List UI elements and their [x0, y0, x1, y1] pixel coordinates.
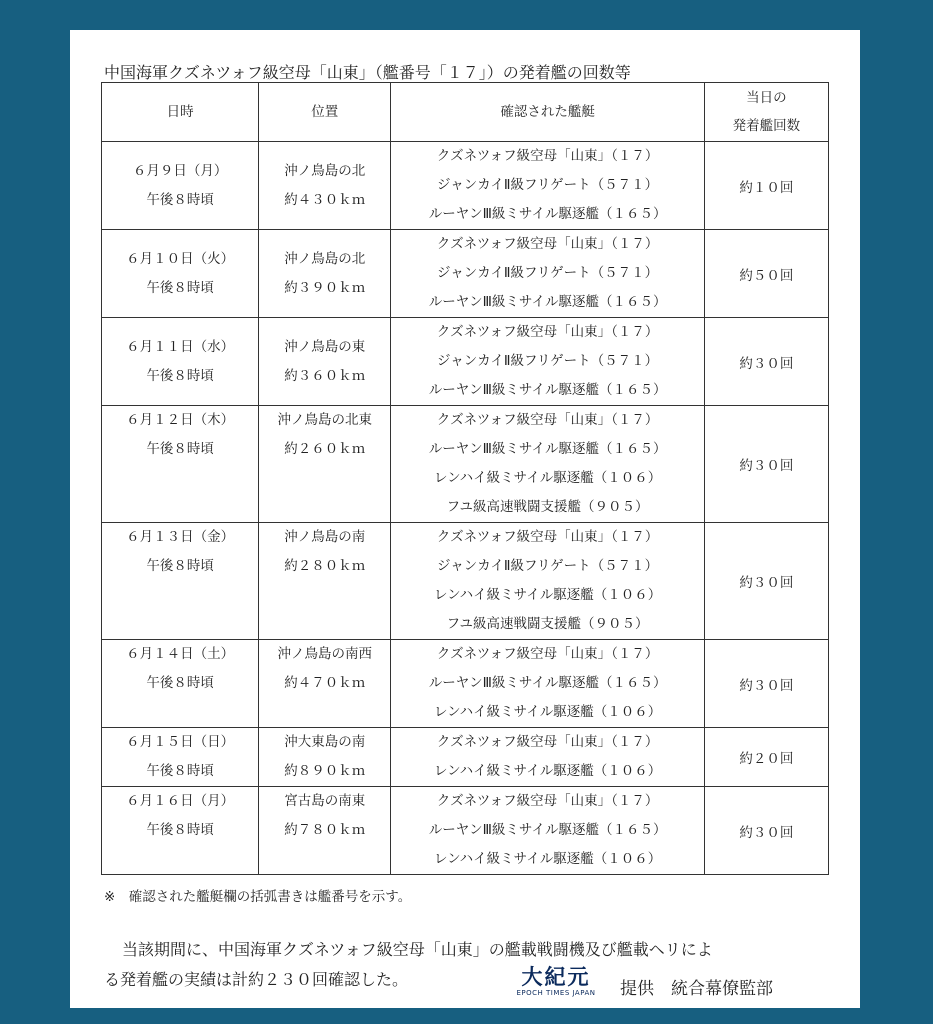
row-date: ６月１５日（日） — [126, 734, 235, 750]
row-date: ６月１０日（火） — [126, 250, 235, 267]
table-row — [102, 787, 829, 875]
ship-entry: ルーヤンⅢ級ミサイル駆逐艦（１６５） — [428, 206, 667, 222]
row-time: 午後８時頃 — [146, 558, 214, 574]
header-position: 位置 — [259, 83, 391, 142]
row-position-distance: 約２６０ｋｍ — [284, 441, 366, 457]
header-count-line1: 当日の — [746, 90, 787, 106]
row-count: 約１０回 — [704, 142, 828, 230]
row-date: ６月１１日（水） — [126, 338, 235, 355]
row-position-direction: 沖ノ鳥島の北 — [284, 162, 366, 179]
row-time: 午後８時頃 — [146, 367, 214, 384]
row-count: 約３０回 — [704, 523, 828, 640]
summary-line-2: る発着艦の実績は計約２３０回確認した。 — [104, 970, 409, 989]
ship-entry: ルーヤンⅢ級ミサイル駆逐艦（１６５） — [428, 294, 667, 310]
ship-entry: ルーヤンⅢ級ミサイル駆逐艦（１６５） — [428, 382, 667, 398]
row-position-direction: 沖ノ鳥島の南 — [284, 529, 366, 545]
row-count: 約３０回 — [704, 406, 828, 523]
row-position-direction: 沖ノ鳥島の南西 — [277, 646, 373, 662]
ship-entry: レンハイ級ミサイル駆逐艦（１０６） — [433, 763, 662, 779]
row-position-distance: 約４７０ｋｍ — [284, 675, 366, 691]
row-count: 約２０回 — [704, 728, 828, 787]
row-date: ６月１６日（月） — [126, 793, 235, 809]
source-credit: 提供 統合幕僚監部 — [620, 979, 773, 999]
row-position-distance: 約４３０ｋｍ — [284, 191, 366, 208]
row-date: ６月９日（月） — [132, 162, 228, 179]
row-position-direction: 沖大東島の南 — [284, 734, 366, 750]
table-row — [102, 523, 829, 640]
table-footnote: ※ 確認された艦艇欄の括弧書きは艦番号を示す。 — [104, 889, 412, 905]
ship-entry: クズネツォフ級空母「山東」（１７） — [436, 646, 659, 662]
epoch-times-logo — [506, 965, 606, 997]
ship-entry: クズネツォフ級空母「山東」（１７） — [436, 793, 659, 809]
header-date: 日時 — [102, 83, 259, 142]
row-count: 約３０回 — [704, 640, 828, 728]
row-position-distance: 約３６０ｋｍ — [284, 367, 366, 384]
ship-entry: フユ級高速戦闘支援艦（９０５） — [446, 499, 649, 515]
ship-entry: ジャンカイⅡ級フリゲート（５７１） — [437, 353, 659, 369]
row-position-direction: 宮古島の南東 — [284, 793, 366, 809]
table-row — [102, 728, 829, 787]
row-position-distance: 約８９０ｋｍ — [284, 763, 366, 779]
table-row — [102, 230, 829, 318]
header-count — [704, 83, 828, 142]
row-position-distance: 約３９０ｋｍ — [284, 279, 366, 296]
ship-entry: クズネツォフ級空母「山東」（１７） — [436, 324, 659, 340]
document-page — [70, 30, 860, 1008]
ship-entry: ジャンカイⅡ級フリゲート（５７１） — [437, 558, 659, 574]
row-position-direction: 沖ノ鳥島の北東 — [277, 412, 373, 428]
row-count: 約３０回 — [704, 318, 828, 406]
summary-line-1: 当該期間に、中国海軍クズネツォフ級空母「山東」の艦載戦闘機及び艦載ヘリによ — [122, 940, 713, 959]
ship-entry: クズネツォフ級空母「山東」（１７） — [436, 529, 659, 545]
logo-mark: 大紀元 — [521, 964, 591, 989]
ship-entry: ルーヤンⅢ級ミサイル駆逐艦（１６５） — [428, 822, 667, 838]
ship-activity-table — [101, 82, 829, 875]
row-position-distance: 約７８０ｋｍ — [284, 822, 366, 838]
table-header-row — [102, 83, 829, 142]
row-time: 午後８時頃 — [146, 191, 214, 208]
row-time: 午後８時頃 — [146, 675, 214, 691]
row-date: ６月１４日（土） — [126, 646, 235, 662]
row-date: ６月１２日（木） — [126, 412, 235, 428]
row-position-distance: 約２８０ｋｍ — [284, 558, 366, 574]
row-time: 午後８時頃 — [146, 763, 214, 779]
ship-entry: レンハイ級ミサイル駆逐艦（１０６） — [433, 851, 662, 867]
ship-entry: クズネツォフ級空母「山東」（１７） — [436, 734, 659, 750]
ship-entry: ルーヤンⅢ級ミサイル駆逐艦（１６５） — [428, 675, 667, 691]
row-time: 午後８時頃 — [146, 441, 214, 457]
ship-entry: レンハイ級ミサイル駆逐艦（１０６） — [433, 587, 662, 603]
row-date: ６月１３日（金） — [126, 529, 235, 545]
ship-entry: フユ級高速戦闘支援艦（９０５） — [446, 616, 649, 632]
ship-entry: ジャンカイⅡ級フリゲート（５７１） — [437, 265, 659, 281]
table-row — [102, 142, 829, 230]
row-time: 午後８時頃 — [146, 822, 214, 838]
header-ships: 確認された艦艇 — [391, 83, 704, 142]
ship-entry: クズネツォフ級空母「山東」（１７） — [436, 236, 659, 252]
table-row — [102, 640, 829, 728]
document-title: 中国海軍クズネツォフ級空母「山東」（艦番号「１７」）の発着艦の回数等 — [104, 63, 631, 82]
ship-entry: レンハイ級ミサイル駆逐艦（１０６） — [433, 704, 662, 720]
ship-entry: レンハイ級ミサイル駆逐艦（１０６） — [433, 470, 662, 486]
table-row — [102, 318, 829, 406]
row-count: 約３０回 — [704, 787, 828, 875]
table-row — [102, 406, 829, 523]
ship-entry: クズネツォフ級空母「山東」（１７） — [436, 412, 659, 428]
ship-entry: クズネツォフ級空母「山東」（１７） — [436, 148, 659, 164]
logo-subtext: EPOCH TIMES JAPAN — [516, 989, 596, 997]
row-position-direction: 沖ノ鳥島の東 — [284, 338, 366, 355]
row-position-direction: 沖ノ鳥島の北 — [284, 250, 366, 267]
ship-entry: ジャンカイⅡ級フリゲート（５７１） — [437, 177, 659, 193]
header-count-line2: 発着艦回数 — [732, 118, 801, 134]
ship-entry: ルーヤンⅢ級ミサイル駆逐艦（１６５） — [428, 441, 667, 457]
row-time: 午後８時頃 — [146, 279, 214, 296]
row-count: 約５０回 — [704, 230, 828, 318]
